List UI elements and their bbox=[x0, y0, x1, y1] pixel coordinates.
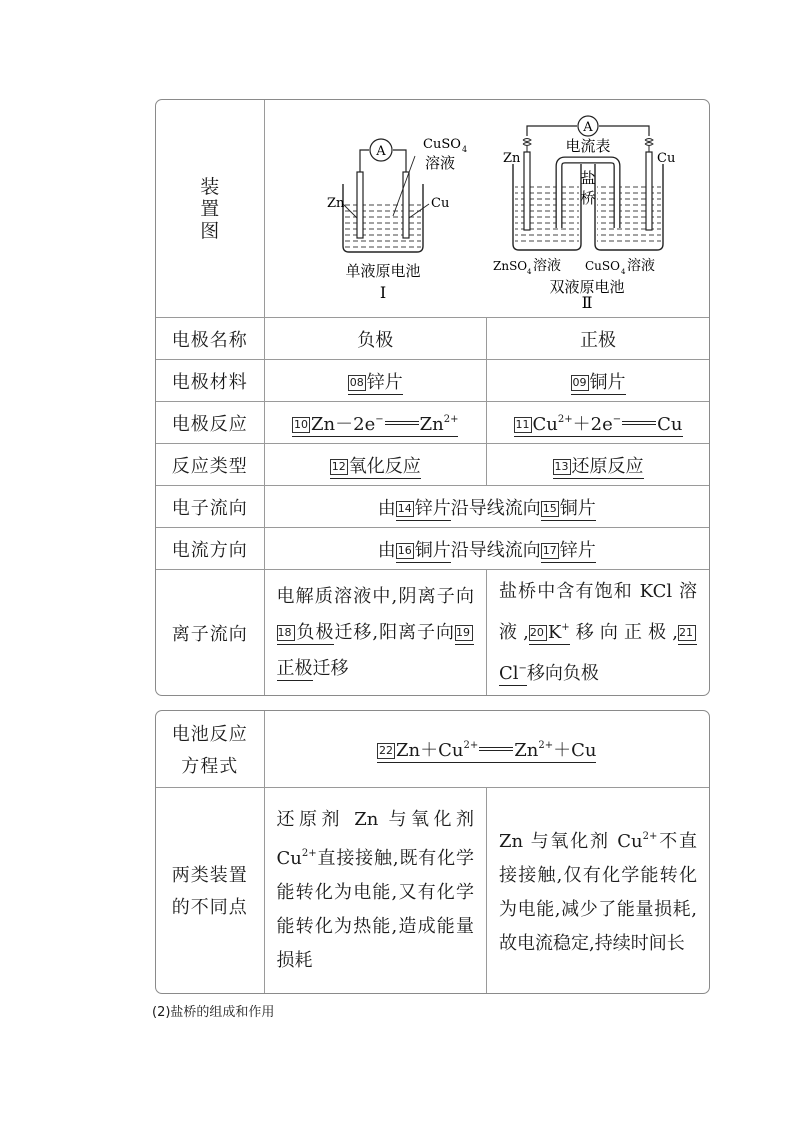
positive-reaction: 11 $Cu^{2+}+2e^-$ Cu bbox=[487, 402, 710, 444]
svg-text:Zn: Zn bbox=[502, 151, 521, 166]
negative-material: 08 锌片 bbox=[264, 360, 487, 402]
svg-text:溶液: 溶液 bbox=[532, 258, 561, 274]
svg-text:A: A bbox=[583, 120, 593, 135]
svg-text:双液原电池: 双液原电池 bbox=[549, 278, 625, 296]
svg-text:4: 4 bbox=[526, 268, 532, 276]
difference-single-cell: 还原剂 Zn 与氧化剂 $Cu^{2+}$直接接触,既有化学能转化为电能,又有化学能转化为热能,造成能量损耗 bbox=[264, 787, 487, 993]
positive-material: 09 铜片 bbox=[487, 360, 710, 402]
cell-comparison-table bbox=[155, 710, 710, 994]
apparatus-label: 装置图 bbox=[200, 175, 220, 242]
electrode-name-label: 电极名称 bbox=[156, 318, 264, 360]
equals-arrow bbox=[385, 421, 419, 425]
ion-flow-right: 盐桥中含有饱和 KCl 溶液,20 K+移向正极,21Cl−移向负极 bbox=[487, 570, 710, 697]
svg-text:电流表: 电流表 bbox=[565, 137, 611, 155]
svg-text:溶液: 溶液 bbox=[424, 154, 455, 172]
svg-text:Zn: Zn bbox=[326, 196, 345, 211]
svg-text:Cu: Cu bbox=[430, 196, 450, 211]
equals-arrow bbox=[622, 421, 656, 425]
svg-text:Ⅰ: Ⅰ bbox=[379, 283, 386, 302]
svg-text:盐: 盐 bbox=[580, 169, 596, 187]
difference-double-cell: Zn 与氧化剂 $Cu^{2+}$不直接接触,仅有化学能转化为电能,减少了能量损耗,故电流稳定,持续时间长 bbox=[487, 787, 710, 993]
svg-text:4: 4 bbox=[461, 145, 467, 154]
electrode-reaction-label: 电极反应 bbox=[156, 402, 264, 444]
double-cell-diagram bbox=[493, 116, 675, 312]
svg-text:溶液: 溶液 bbox=[626, 258, 655, 274]
reaction-type-label: 反应类型 bbox=[156, 444, 264, 486]
current-direction-label: 电流方向 bbox=[156, 528, 264, 570]
svg-text:单液原电池: 单液原电池 bbox=[345, 262, 421, 280]
svg-text:CuSO: CuSO bbox=[422, 137, 461, 152]
apparatus-label-cell bbox=[156, 100, 264, 318]
zn-electrode-2 bbox=[524, 152, 530, 230]
salt-bridge-section-heading: (2)盐桥的组成和作用 bbox=[152, 1005, 275, 1020]
svg-text:桥: 桥 bbox=[580, 189, 596, 207]
svg-text:CuSO: CuSO bbox=[584, 259, 620, 273]
svg-text:Ⅱ: Ⅱ bbox=[581, 293, 593, 312]
svg-text:A: A bbox=[376, 144, 386, 159]
current-direction-value: 由 16 铜片沿导线流向 17 锌片 bbox=[264, 528, 709, 570]
electron-flow-value: 由 14 锌片沿导线流向 15 铜片 bbox=[264, 486, 709, 528]
difference-label: 两类装置 的不同点 bbox=[156, 787, 264, 993]
equation-label: 电池反应 方程式 bbox=[156, 711, 264, 787]
cu-electrode-2 bbox=[646, 152, 652, 230]
cell-equation: 22 $Zn+Cu^{2+}$ $Zn^{2+}+Cu$ bbox=[264, 711, 709, 787]
cu-electrode bbox=[403, 172, 409, 238]
equals-arrow bbox=[479, 747, 513, 751]
negative-reaction-type: 12 氧化反应 bbox=[264, 444, 487, 486]
positive-reaction-type: 13 还原反应 bbox=[487, 444, 710, 486]
negative-electrode: 负极 bbox=[264, 318, 487, 360]
ion-flow-label: 离子流向 bbox=[156, 570, 264, 697]
single-cell-diagram bbox=[327, 137, 467, 302]
galvanic-cell-table bbox=[155, 99, 710, 696]
svg-text:4: 4 bbox=[620, 268, 626, 276]
cell-diagrams-svg bbox=[265, 100, 709, 312]
svg-text:Cu: Cu bbox=[656, 151, 676, 166]
svg-text:ZnSO: ZnSO bbox=[492, 259, 527, 273]
apparatus-diagrams bbox=[264, 100, 709, 318]
negative-reaction: 10 Zn－2e− $Zn^{2+}$ bbox=[264, 402, 487, 444]
positive-electrode: 正极 bbox=[487, 318, 710, 360]
electrode-material-label: 电极材料 bbox=[156, 360, 264, 402]
zn-electrode bbox=[357, 172, 363, 238]
ion-flow-left: 电解质溶液中,阴离子向18 负极迁移,阳离子向19正极迁移 bbox=[264, 570, 487, 697]
electron-flow-label: 电子流向 bbox=[156, 486, 264, 528]
